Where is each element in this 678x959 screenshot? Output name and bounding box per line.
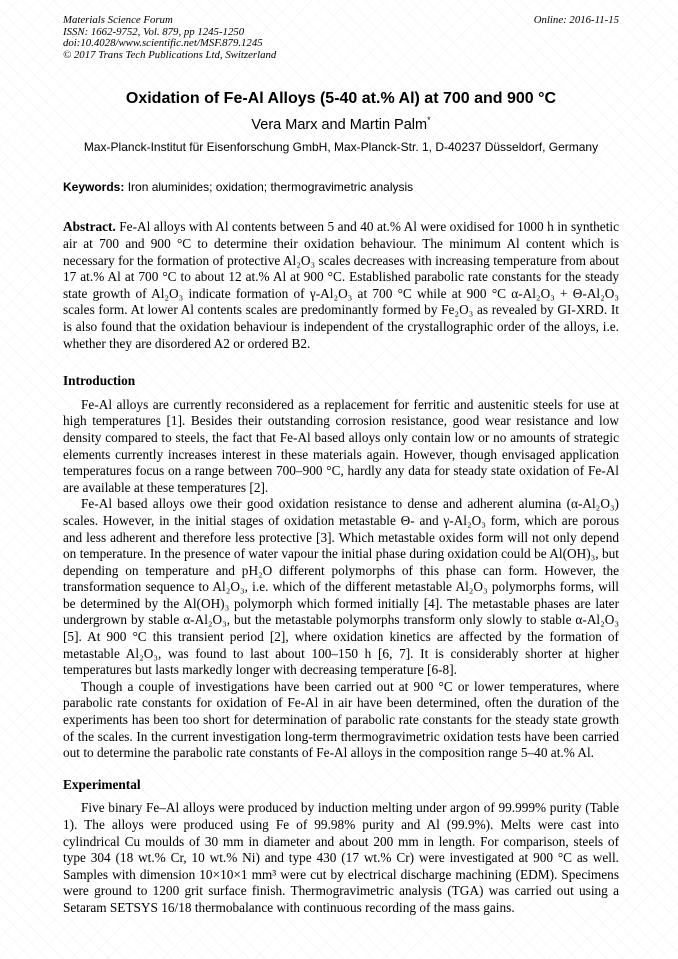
- journal-issn-volume: ISSN: 1662-9752, Vol. 879, pp 1245-1250: [63, 25, 245, 38]
- paper-title: Oxidation of Fe-Al Alloys (5-40 at.% Al) at 700 and 900 °C: [125, 89, 557, 107]
- authors-line: [63, 115, 619, 134]
- affiliation: Max-Planck-Institut für Eisenforschung GmbH, Max-Planck-Str. 1, D-40237 Düsseldorf, Germany: [83, 140, 599, 155]
- journal-doi: doi:10.4028/www.scientific.net/MSF.879.1245: [63, 37, 263, 50]
- keywords-label: Keywords:: [63, 180, 125, 195]
- journal-copyright: © 2017 Trans Tech Publications Ltd, Switzerland: [63, 48, 277, 61]
- introduction-paragraph-2: Fe-Al based alloys owe their good oxidation resistance to dense and adherent alumina (α-Al₂O₃) scales. However, in the initial stages of oxidation metastable Θ- and γ-Al₂O₃ form, which are porous and less adherent and therefore less protective [3]. Which metastable oxides form will not only depend on temperature. In the presence of water vapour the initial phase during oxidation could be Al(OH)₃, but depending on temperature and pH₂O different polymorphs of this phase can form. However, the transformation sequence to Al₂O₃, i.e. which of the different metastable Al₂O₃ polymorphs forms, will be determined by the Al(OH)₃ polymorph which formed initially [4]. The metastable phases are later undergrown by stable α-Al₂O₃, but the metastable polymorphs transform only slowly to stable α-Al₂O₃ [5]. At 900 °C this transient period [2], where oxidation kinetics are affected by the formation of metastable Al₂O₃, was found to last about 100–150 h [6, 7]. It is considerably shorter at higher temperatures but lasts markedly longer with decreasing temperature [6-8].: [63, 496, 619, 678]
- journal-header: [63, 15, 619, 62]
- introduction-paragraph-3: Though a couple of investigations have been carried out at 900 °C or lower temperatures, where parabolic rate constants for oxidation of Fe-Al in air have been determined, often the duration of the experiments has been too short for determination of parabolic rate constants for the steady state growth of the scales. In the current investigation long-term thermogravimetric oxidation tests have been carried out to determine the parabolic rate constants of Fe-Al alloys in the composition range 5–40 at.% Al.: [63, 678, 619, 761]
- experimental-paragraph-1: Five binary Fe–Al alloys were produced by induction melting under argon of 99.999% purity (Table 1). The alloys were produced using Fe of 99.98% purity and Al (99.9%). Melts were cast into cylindrical Cu moulds of 30 mm in diameter and about 200 mm in length. For comparison, steels of type 304 (18 wt.% Cr, 10 wt.% Ni) and type 430 (17 wt.% Cr) were investigated at 900 °C as well. Samples with dimension 10×10×1 mm³ were cut by electrical discharge machining (EDM). Specimens were ground to 1200 grit surface finish. Thermogravimetric analysis (TGA) was carried out using a Setaram SETSYS 16/18 thermobalance with continuous recording of the mass gains.: [63, 800, 619, 915]
- abstract-label: Abstract.: [63, 219, 116, 235]
- abstract-paragraph: [63, 219, 619, 352]
- section-heading-experimental: Experimental: [63, 776, 141, 792]
- author-footnote-marker: *: [427, 114, 431, 125]
- keywords-text: Iron aluminides; oxidation; thermogravimetric analysis: [127, 180, 414, 195]
- introduction-paragraph-1: Fe-Al alloys are currently reconsidered as a replacement for ferritic and austenitic steels for use at high temperatures [1]. Besides their outstanding corrosion resistance, good wear resistance and low density compared to steels, the fact that Fe-Al based alloys only contain low or no amounts of strategic elements currently increases interest in these materials again. However, though envisaged application temperatures focus on a range between 700–900 °C, hardly any data for steady state oxidation of Fe-Al are available at these temperatures [2].: [63, 396, 619, 495]
- author-names: Vera Marx and Martin Palm: [251, 116, 428, 133]
- online-date: Online: 2016-11-15: [533, 14, 619, 26]
- keywords-line: [63, 180, 619, 195]
- journal-info: [63, 15, 276, 62]
- section-heading-introduction: Introduction: [63, 373, 136, 389]
- abstract-text: Fe-Al alloys with Al contents between 5 and 40 at.% Al were oxidised for 1000 h in synthetic air at 700 and 900 °C to determine their oxidation behaviour. The minimum Al content which is necessary for the formation of protective Al₂O₃ scales decreases with increasing temperature from about 17 at.% Al at 700 °C to about 12 at.% Al at 900 °C. Established parabolic rate constants for the steady state growth of Al₂O₃ indicate formation of γ-Al₂O₃ at 700 °C while at 900 °C α-Al₂O₃ + Θ-Al₂O₃ scales form. At lower Al contents scales are predominantly formed by Fe₂O₃ as revealed by GI-XRD. It is also found that the oxidation behaviour is independent of the crystallographic order of the alloys, i.e. whether they are disordered A2 or ordered B2.: [63, 219, 620, 351]
- journal-name: Materials Science Forum: [63, 14, 173, 26]
